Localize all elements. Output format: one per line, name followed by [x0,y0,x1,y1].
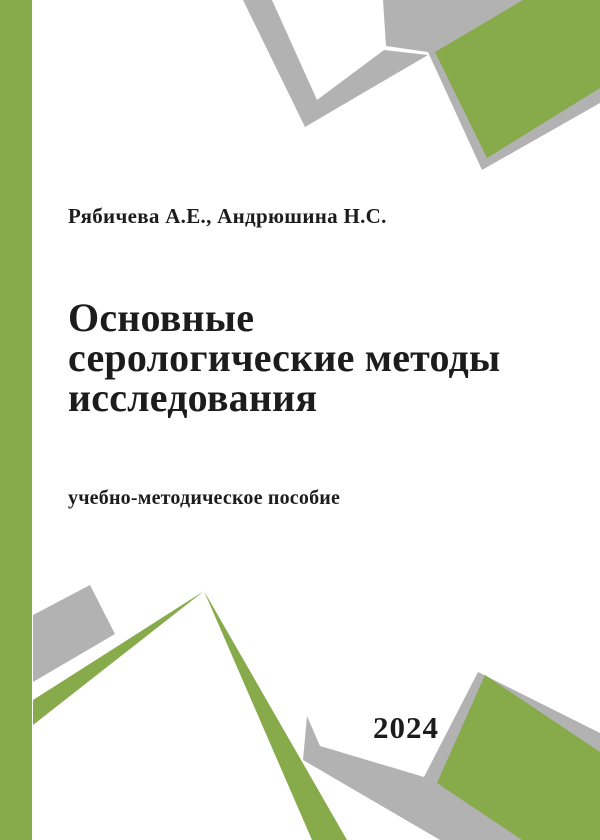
book-title [68,295,501,420]
title-line-3: исследования [68,375,318,420]
title-line-1: Основные [68,295,255,340]
title-line-2: серологические методы [68,335,501,380]
subtitle-line: учебно-методическое пособие [68,487,341,509]
authors-line: Рябичева А.Е., Андрюшина Н.С. [68,204,387,228]
year-label: 2024 [373,710,439,745]
